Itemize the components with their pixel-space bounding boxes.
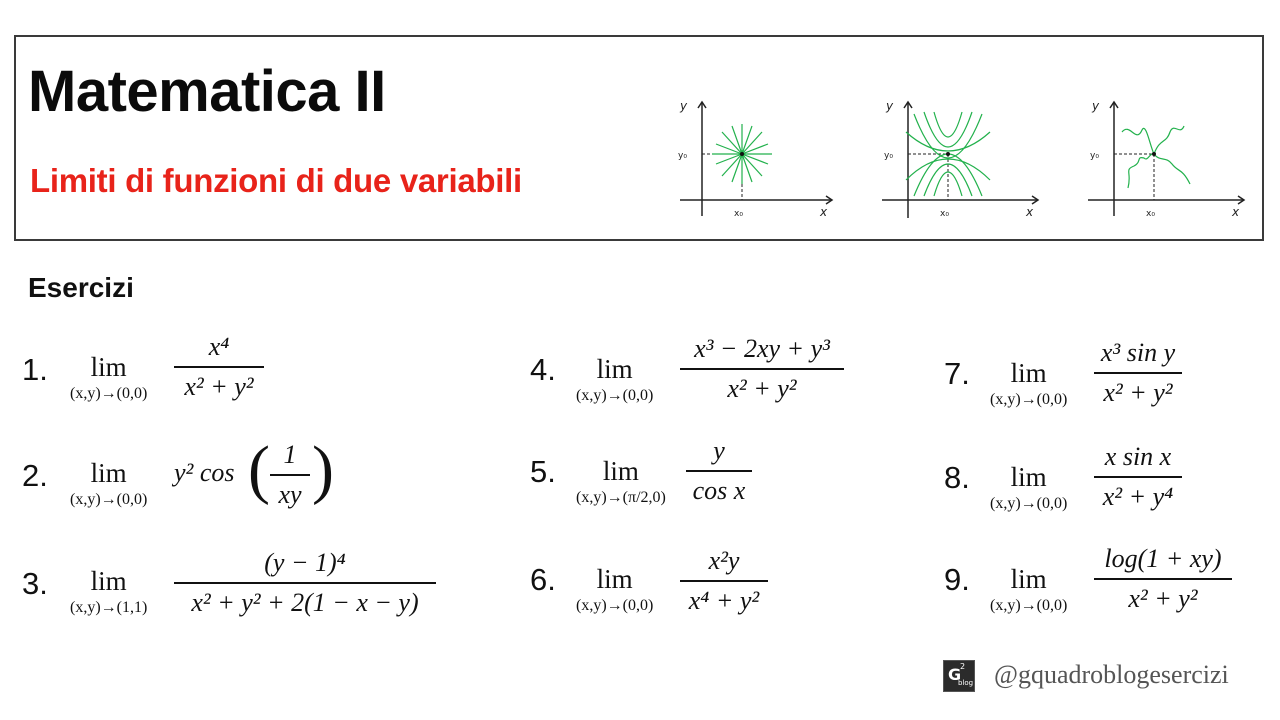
exercise-3 <box>22 544 452 640</box>
numerator: x³ sin y <box>1100 338 1176 367</box>
sketch-radial-paths <box>672 92 842 227</box>
y-axis-label: y <box>886 99 894 113</box>
denominator: x² + y² + 2(1 − x − y) <box>191 588 419 617</box>
fraction-bar <box>1094 372 1182 374</box>
fraction-bar <box>1094 476 1182 478</box>
numerator: x³ − 2xy + y³ <box>694 334 830 363</box>
wiggly-curves <box>1122 126 1190 188</box>
lim-word: lim <box>1010 462 1047 492</box>
fraction <box>174 548 436 618</box>
limit-operator <box>70 354 147 404</box>
y-axis-label: y <box>680 99 688 113</box>
exercise-number: 8. <box>944 460 970 495</box>
numerator: x⁴ <box>208 332 230 361</box>
y0-label: y₀ <box>678 151 687 161</box>
limit-point: (x,y)→(1,1) <box>70 599 148 616</box>
exercise-7 <box>944 336 1204 432</box>
limit-operator <box>990 464 1067 514</box>
fraction-bar <box>680 580 768 582</box>
lim-word: lim <box>90 352 127 382</box>
exercise-8 <box>944 440 1204 536</box>
y0-label: y₀ <box>1090 151 1099 161</box>
fraction <box>1094 544 1232 614</box>
denominator: x² + y⁴ <box>1102 482 1174 511</box>
page-title: Matematica II <box>28 59 386 124</box>
fraction <box>680 334 844 404</box>
inner-denominator: xy <box>278 480 302 509</box>
y-axis-label: y <box>1092 99 1100 113</box>
limit-point: (x,y)→(0,0) <box>990 391 1068 408</box>
x-axis-label: x <box>820 205 828 219</box>
fraction <box>686 436 752 506</box>
lim-word: lim <box>90 458 127 488</box>
numerator: x²y <box>708 546 740 575</box>
fraction-bar <box>174 582 436 584</box>
inner-fraction <box>270 440 310 510</box>
x-axis-label: x <box>1026 205 1034 219</box>
numerator: log(1 + xy) <box>1104 544 1222 573</box>
exercise-number: 4. <box>530 352 556 387</box>
exercise-4 <box>530 334 860 430</box>
exercise-number: 2. <box>22 458 48 493</box>
limit-operator <box>70 460 147 510</box>
exercise-9 <box>944 542 1244 638</box>
fraction-bar <box>686 470 752 472</box>
lim-word: lim <box>602 456 639 486</box>
exercises-heading: Esercizi <box>28 272 134 303</box>
lim-word: lim <box>596 354 633 384</box>
fraction <box>1094 442 1182 512</box>
fraction <box>174 332 264 402</box>
limit-operator <box>576 566 653 616</box>
expression-prefix: y² cos <box>174 458 235 487</box>
y0-label: y₀ <box>884 151 893 161</box>
left-paren: ( <box>248 433 270 506</box>
exercise-number: 5. <box>530 454 556 489</box>
logo-text: blog <box>958 679 974 687</box>
fraction <box>1094 338 1182 408</box>
numerator: x sin x <box>1104 442 1172 471</box>
inner-numerator: 1 <box>283 440 297 469</box>
logo-mark: G <box>948 665 962 684</box>
lim-word: lim <box>596 564 633 594</box>
fraction <box>680 546 768 616</box>
lim-word: lim <box>1010 564 1047 594</box>
blog-logo[interactable] <box>943 660 975 692</box>
denominator: x² + y² <box>184 372 254 401</box>
limit-point: (x,y)→(0,0) <box>576 597 654 614</box>
sketch-curved-paths <box>878 92 1048 227</box>
fraction-bar <box>174 366 264 368</box>
limit-point: (x,y)→(0,0) <box>990 495 1068 512</box>
lim-word: lim <box>90 566 127 596</box>
social-handle[interactable]: @gquadroblogesercizi <box>994 660 1229 689</box>
x0-label: x₀ <box>940 209 949 219</box>
limit-operator <box>990 566 1067 616</box>
denominator: x² + y² <box>1103 378 1173 407</box>
x-axis-label: x <box>1232 205 1240 219</box>
exercise-number: 9. <box>944 562 970 597</box>
lim-word: lim <box>1010 358 1047 388</box>
x0-label: x₀ <box>734 209 743 219</box>
limit-operator <box>576 458 666 508</box>
limit-point: (x,y)→(0,0) <box>990 597 1068 614</box>
sketch-wiggly-paths <box>1084 92 1254 227</box>
denominator: x² + y² <box>727 374 797 403</box>
page-subtitle: Limiti di funzioni di due variabili <box>30 162 522 199</box>
numerator: (y − 1)⁴ <box>264 548 346 577</box>
logo-superscript: 2 <box>960 662 966 671</box>
exercise-1 <box>22 330 322 426</box>
exercise-2 <box>22 433 342 532</box>
denominator: x⁴ + y² <box>688 586 760 615</box>
denominator: cos x <box>692 476 746 505</box>
exercise-5 <box>530 436 790 532</box>
exercise-6 <box>530 544 790 640</box>
fraction-bar <box>270 474 310 476</box>
limit-operator <box>70 568 147 618</box>
limit-point: (x,y)→(0,0) <box>70 385 148 402</box>
exercise-number: 6. <box>530 562 556 597</box>
limit-point: (x,y)→(0,0) <box>70 491 148 508</box>
exercise-number: 7. <box>944 356 970 391</box>
numerator: y <box>713 436 725 465</box>
exercise-number: 1. <box>22 352 48 387</box>
limit-operator <box>576 356 653 406</box>
x0-label: x₀ <box>1146 209 1155 219</box>
limit-point: (x,y)→(π/2,0) <box>576 489 666 506</box>
exercise-number: 3. <box>22 566 48 601</box>
right-paren: ) <box>312 433 334 506</box>
fraction-bar <box>680 368 844 370</box>
denominator: x² + y² <box>1128 584 1198 613</box>
limit-operator <box>990 360 1067 410</box>
limit-point: (x,y)→(0,0) <box>576 387 654 404</box>
fraction-bar <box>1094 578 1232 580</box>
